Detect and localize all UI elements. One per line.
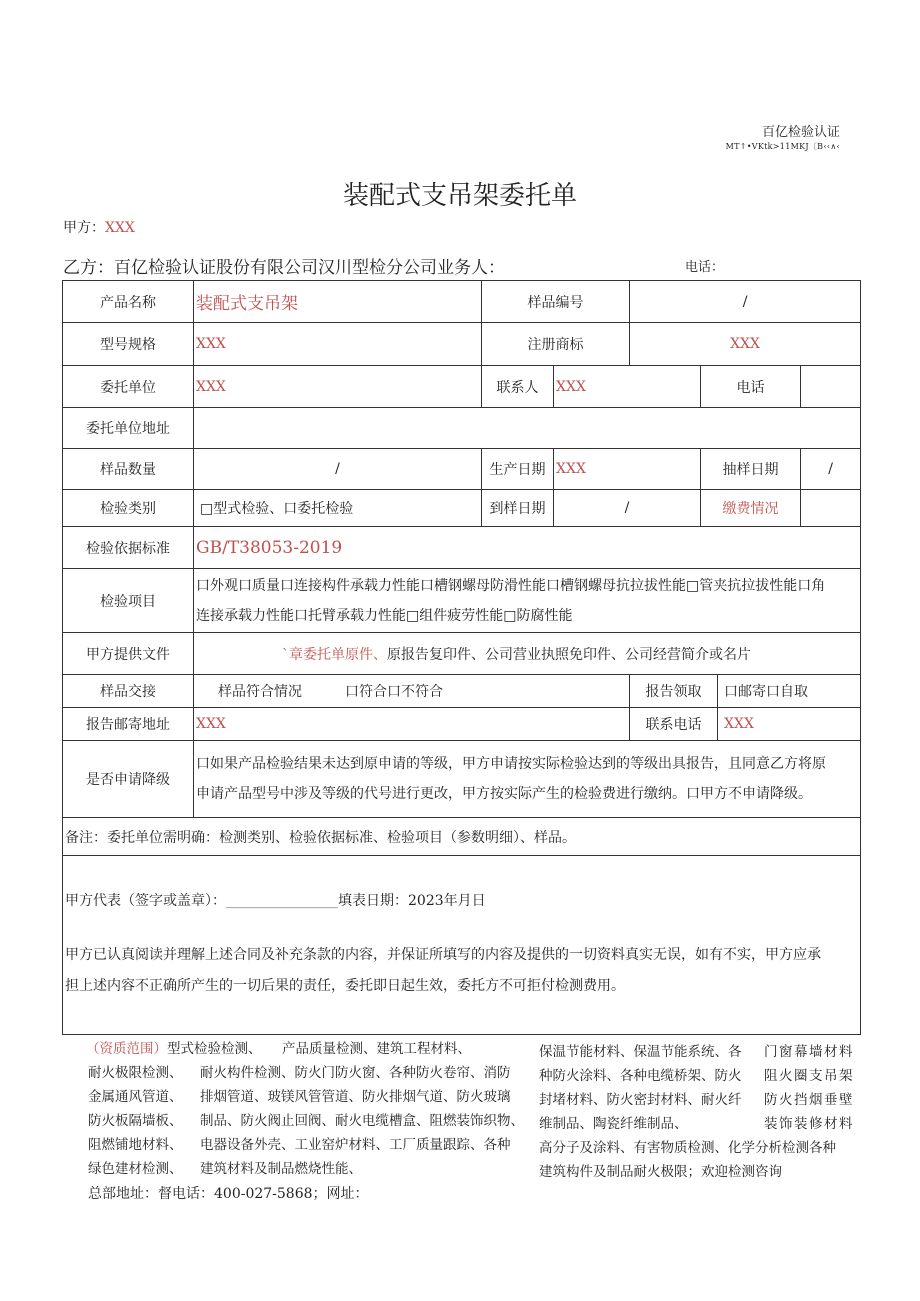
trademark-label: 注册商标 — [482, 323, 630, 366]
qual-col-4 — [764, 1040, 854, 1136]
party-b-phone: 电话： — [685, 260, 725, 275]
qual-line: 阻燃铺地材料、 — [88, 1137, 183, 1153]
declaration-block — [63, 856, 861, 1035]
payment-value[interactable] — [801, 490, 861, 527]
party-a-value: XXX — [105, 220, 135, 236]
party-b: 乙方：百亿检验认证股份有限公司汉川型检分公司业务人： — [63, 258, 505, 278]
documents-value-text: 原报告复印件、公司营业执照免印件、公司经营简介或名片 — [387, 646, 751, 663]
contact-phone-label: 联系电话 — [630, 708, 718, 741]
handover-value[interactable] — [194, 675, 630, 708]
mailing-address-value[interactable]: XXX — [194, 708, 630, 741]
qual-line: 保温节能材料、保温节能系统、各 — [539, 1044, 742, 1060]
client-label: 委托单位 — [63, 366, 194, 408]
qual-line: 排烟管道、玻镁风管管道、防火排烟气道、防火玻璃 — [200, 1089, 511, 1105]
client-address-value[interactable] — [194, 408, 861, 449]
phone-label: 电话 — [701, 366, 801, 408]
qual-text: 型式检验检测、 — [167, 1041, 262, 1057]
remark: 备注：委托单位需明确：检测类别、检验依据标准、检验项目（参数明细）、样品。 — [63, 818, 861, 856]
qual-line: 耐火极限检测、 — [88, 1065, 183, 1081]
client-address-label: 委托单位地址 — [63, 408, 194, 449]
client-value[interactable]: XXX — [194, 366, 482, 408]
product-name-value[interactable]: 装配式支吊架 — [194, 281, 482, 323]
production-date-label: 生产日期 — [482, 449, 554, 490]
fill-date: 填表日期：2023年月日 — [338, 893, 486, 909]
qual-line: 防火板隔墙板、 — [88, 1113, 183, 1129]
qual-line: 封堵材料、防火密封材料、耐火纤 — [539, 1092, 742, 1108]
qual-line: 种防火涂料、各种电缆桥架、防火 — [539, 1068, 742, 1084]
handover-label: 样品交接 — [63, 675, 194, 708]
qual-line: 维制品、陶瓷纤维制品、 — [539, 1116, 688, 1132]
downgrade-line-2: 申请产品型号中涉及等级的代号进行更改，甲方按实际产生的检验费进行缴纳。口甲方不申请降级。 — [196, 786, 812, 802]
footer-address: 总部地址：督电话：400-027-5868；网址： — [88, 1186, 369, 1202]
mailing-address-label: 报告邮寄地址 — [63, 708, 194, 741]
party-a — [63, 217, 135, 237]
quantity-value[interactable]: / — [194, 449, 482, 490]
qual-line: 建筑材料及制品燃烧性能、 — [200, 1161, 362, 1177]
declaration-line-1: 甲方已认真阅读并理解上述合同及补充条款的内容，并保证所填写的内容及提供的一切资料真实无误，如有不实，甲方应承 — [65, 947, 821, 963]
signature-line — [65, 890, 858, 910]
items-label: 检验项目 — [63, 569, 194, 633]
standard-label: 检验依据标准 — [63, 527, 194, 569]
documents-value[interactable] — [194, 633, 861, 675]
commission-form-table — [62, 280, 861, 1035]
model-label: 型号规格 — [63, 323, 194, 366]
inspection-type-label: 检验类别 — [63, 490, 194, 527]
signature-label: 甲方代表（签字或盖章）： — [65, 893, 226, 909]
arrival-date-label: 到样日期 — [482, 490, 554, 527]
documents-label: 甲方提供文件 — [63, 633, 194, 675]
downgrade-label: 是否申请降级 — [63, 741, 194, 818]
sample-no-value[interactable]: / — [630, 281, 861, 323]
qual-line: 装饰装修材料 — [764, 1116, 854, 1132]
brand-name: 百亿检验认证 — [761, 125, 840, 140]
qual-line: 阻火圈支吊架 — [764, 1068, 854, 1084]
inspection-type-value[interactable]: □型式检验、口委托检验 — [194, 490, 482, 527]
phone-value[interactable] — [801, 366, 861, 408]
contact-label: 联系人 — [482, 366, 554, 408]
signature-blank[interactable]: ________________ — [226, 893, 338, 909]
party-a-label: 甲方： — [63, 220, 105, 236]
payment-label: 缴费情况 — [701, 490, 801, 527]
qual-line: 耐火构件检测、防火门防火窗、各种防火卷帘、消防 — [200, 1065, 511, 1081]
trademark-value[interactable]: XXX — [630, 323, 861, 366]
items-value[interactable] — [194, 569, 861, 633]
page-title: 装配式支吊架委托单 — [342, 181, 577, 211]
qual-line: 制品、防火阀止回阀、耐火电缆槽盒、阻燃装饰织物、 — [200, 1113, 524, 1129]
qual-tag: （资质范围） — [86, 1041, 167, 1057]
qual-line: 电器设备外壳、工业窑炉材料、工厂质量跟踪、各种 — [200, 1137, 511, 1153]
downgrade-line-1: 口如果产品检验结果未达到原申请的等级，甲方申请按实际检验达到的等级出具报告，且同意乙方将原 — [196, 756, 826, 772]
arrival-date-value[interactable]: / — [554, 490, 701, 527]
items-line-1: 口外观口质量口连接构件承载力性能口槽钢螺母防滑性能口槽钢螺母抗拉拔性能□管夹抗拉拔性能口角 — [196, 577, 826, 594]
standard-value[interactable]: GB/T38053-2019 — [194, 527, 861, 569]
qual-line: 金属通风管道、 — [88, 1089, 183, 1105]
qual-line: 门窗幕墙材料 — [764, 1044, 854, 1060]
report-pickup-value[interactable]: 口邮寄口自取 — [718, 675, 861, 708]
production-date-value[interactable]: XXX — [554, 449, 701, 490]
contact-phone-value[interactable]: XXX — [718, 708, 861, 741]
product-name-label: 产品名称 — [63, 281, 194, 323]
qual-line: 高分子及涂料、有害物质检测、化学分析检测各种 — [539, 1140, 836, 1156]
conformity-value: 口符合口不符合 — [345, 684, 443, 700]
sampling-date-value[interactable]: / — [801, 449, 861, 490]
qual-line: 建筑构件及制品耐火极限；欢迎检测咨询 — [539, 1164, 782, 1180]
quantity-label: 样品数量 — [63, 449, 194, 490]
qual-col-2 — [200, 1037, 540, 1181]
sampling-date-label: 抽样日期 — [701, 449, 801, 490]
conformity-label: 样品符合情况 — [218, 684, 302, 700]
brand-code: MT↑•VKtk>11MKJ〔B‹‹∧‹ — [725, 142, 840, 151]
qual-line: 防火挡烟垂壁 — [764, 1092, 854, 1108]
documents-value-red: `章委托单原件、 — [282, 646, 387, 663]
items-line-2: 连接承载力性能口托臂承载力性能□组件疲劳性能□防腐性能 — [196, 607, 573, 624]
report-pickup-label: 报告领取 — [630, 675, 718, 708]
qual-line: 产品质量检测、建筑工程材料、 — [282, 1041, 471, 1057]
declaration-line-2: 担上述内容不正确所产生的一切后果的责任，委托即日起生效，委托方不可拒付检测费用。 — [65, 978, 625, 994]
downgrade-value[interactable] — [194, 741, 861, 818]
contact-value[interactable]: XXX — [554, 366, 701, 408]
qual-line: 绿色建材检测、 — [88, 1161, 183, 1177]
sample-no-label: 样品编号 — [482, 281, 630, 323]
model-value[interactable]: XXX — [194, 323, 482, 366]
